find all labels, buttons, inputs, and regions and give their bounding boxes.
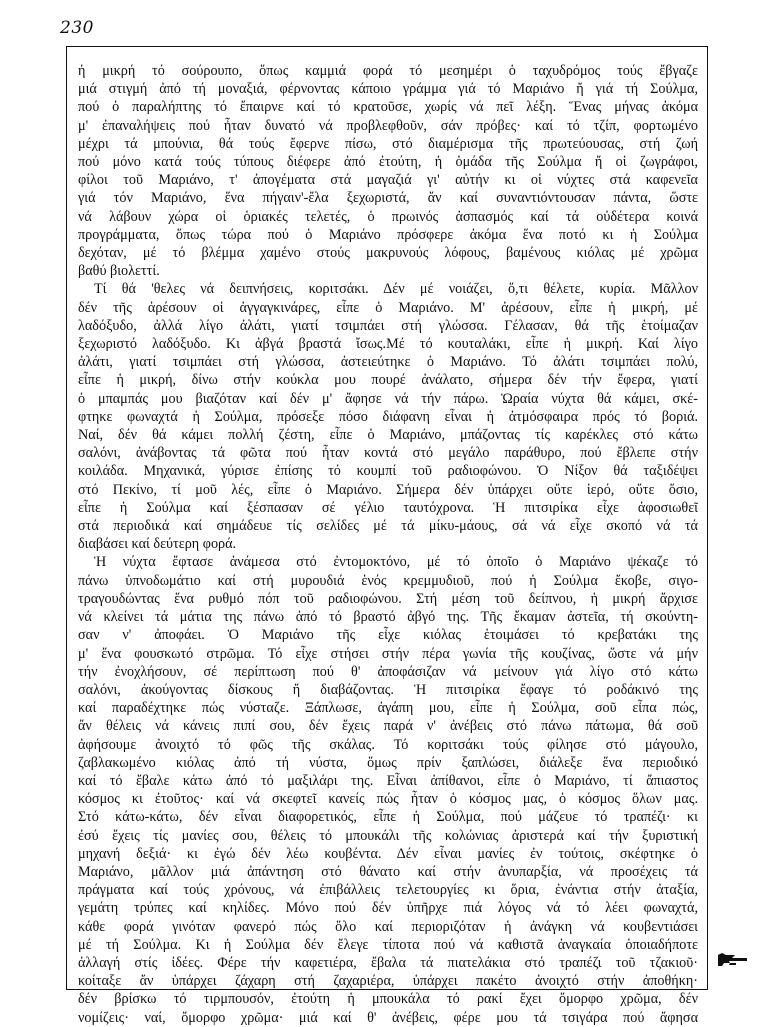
text-line: σαλόνι, ἀκούγοντας δίσκους ἤ διαβάζοντας. Ἡ πιτσιρίκα ἔφαγε τό ροδάκινό της xyxy=(78,681,698,698)
text-line: κοιλάδα. Μηχανικά, γύρισε ἐπίσης τό κουμπί τοῦ ραδιοφώνου. Ὁ Νίξον θά ταξιδέψει xyxy=(78,463,698,480)
text-line: φίλοι τοῦ Μαριάνο, τ' ἀπογέματα στά μαγαζιά γι' αὐτήν κι οἱ νύχτες στά καφενεῖα xyxy=(78,172,698,189)
text-line: μέχρι τά μπούνια, θά τούς ἔφερνε πίσω, στό διαμέρισμα τῆς πρωτεύουσας, στή ζωή xyxy=(78,135,698,152)
text-line: κάθε φορά γινόταν φανερό πώς ὅλο καί περιοριζόταν ἡ ἀνάγκη νά κουβεντιάσει xyxy=(78,918,698,935)
text-line: ὁ μπαμπάς μου βιαζόταν καί δέν μ' ἄφησε νά τήν πάρω. Ὡραία νύχτα θά κάμει, σκέ- xyxy=(78,390,698,407)
text-line: μ' ἐπαναλήψεις πού ἦταν δυνατό νά προβλεφθοῦν, σάν πρόβες· καί τό τζίπ, φορτωμένο xyxy=(78,117,698,134)
text-line: Ναί, δέν θά κάμει πολλή ζέστη, εἶπε ὁ Μαριάνο, μπάζοντας τίς καρέκλες στό κάτω xyxy=(78,427,698,444)
text-line: τήν ἐνοχλήσουν, σέ περίπτωση πού θ' ἀποφάσιζαν νά μείνουν γιά λίγο στό κάτω xyxy=(78,663,698,680)
text-line: μηχανή δεξιά· κι ἐγώ δέν λέω κουβέντα. Δέν εἶναι μανίες ἐν τούτοις, σκέφτηκε ὁ xyxy=(78,845,698,862)
text-line: Μαριάνο, μᾶλλον μιά ἀπάντηση στό θάνατο καί στήν ἀνυπαρξία, νά προσέχεις τά xyxy=(78,863,698,880)
text-line: πού ὁ παραλήπτης τό ἔπαιρνε καί τό κρατοῦσε, χωρίς νά πεῖ λέξη. Ἕνας μήνας ἀκόμα xyxy=(78,99,698,116)
text-line: πού μόνο κατά τούς τύπους διέφερε ἀπό ἐτούτη, ἡ ὁμάδα τῆς Σούλμα ἤ οἱ ζωγράφοι, xyxy=(78,154,698,171)
text-line: ἀλλαγή στίς ἰδέες. Φέρε τήν καφετιέρα, ἔβαλα τά πιατελάκια στό τραπέζι τοῦ τζακιοῦ· xyxy=(78,954,698,971)
text-line: γιά τόν Μαριάνο, ἕνα πήγαιν'-ἔλα ξεχωριστά, ἄν καί συναντιόντουσαν πάντα, ὥστε xyxy=(78,190,698,207)
text-line: σαν ν' ἀποφάει. Ὁ Μαριάνο τῆς εἶχε κιόλας ἑτοιμάσει τό κρεβατάκι της xyxy=(78,627,698,644)
text-line: νά κλείνει τά μάτια της πάνω ἀπό τό βραστό ἀβγό της. Τῆς ἔκαμαν ἀστεῖα, τή σκούντη- xyxy=(78,609,698,626)
text-line: δέν τῆς ἀρέσουν οἱ ἀγγαγκινάρες, εἶπε ὁ Μαριάνο. Μ' ἀρέσουν, εἶπε ἡ μικρή, μέ xyxy=(78,299,698,316)
text-line: πράγματα καί τούς χρόνους, νά ἐπιβάλλεις τελετουργίες κι ὅρια, ἐνάντια στήν ἀταξία, xyxy=(78,882,698,899)
text-line: στά περιοδικά καί σημάδευε τίς σελίδες μέ τά μίκυ-μάους, σά νά εἶχε σκοπό νά τά xyxy=(78,518,698,535)
text-line: εἶπε ἡ μικρή, δίνω στήν κούκλα μου πουρέ ἀνάλατο, σήμερα δέν τήν ἔφερα, γιατί xyxy=(78,372,698,389)
text-line: ἀφήσουμε ἀνοιχτό τό φῶς τῆς σκάλας. Τό κοριτσάκι τούς φίλησε στό μάγουλο, xyxy=(78,736,698,753)
text-line: ἀλάτι, γιατί τσιμπάει στή γλώσσα, ἀστειεύτηκε ὁ Μαριάνο. Τό ἀλάτι τσιμπάει πολύ, xyxy=(78,354,698,371)
text-line: διαβάσει καί δεύτερη φορά. xyxy=(78,536,237,553)
text-line: δέν βρίσκω τό τιρμπουσόν, ἐτούτη ἡ μπουκάλα τό ρακί ἔχει ὄμορφο χρῶμα, δέν xyxy=(78,991,698,1008)
text-line: τραγουδώντας ἕνα ρυθμό πόπ τοῦ ραδιοφώνου. Στή μέση τοῦ δείπνου, ἡ μικρή ἄρχισε xyxy=(78,590,698,607)
page-number: 230 xyxy=(60,18,94,38)
text-line: καί παραδέχτηκε πώς νύσταζε. Ξάπλωσε, ἀγάπη μου, εἶπε ἡ Σούλμα, σοῦ εἶπα πώς, xyxy=(78,700,698,717)
text-line: νομίζεις· ναί, ὄμορφο χρῶμα· μιά καί θ' ἀνέβεις, φέρε μου τά τσιγάρα πού ἄφησα xyxy=(78,1009,698,1026)
text-line: νά λάβουν χώρα οἱ ὁριακές τελετές, ὁ πρωινός ἀσπασμός καί τά οὐδέτερα κοινά xyxy=(78,208,698,225)
text-line: δεχόταν, μέ τό βλέμμα χαμένο στούς μακρυνούς λόφους, βαμένους κιόλας μέ χρῶμα xyxy=(78,245,698,262)
text-line: λαδόξυδο, ἀλλά λίγο ἀλάτι, γιατί τσιμπάει στή γλώσσα. Γέλασαν, θά τῆς ἑτοίμαζαν xyxy=(78,317,698,334)
text-line: ἐσύ ἔχεις τίς μανίες σου, θέλεις τό μπουκάλι τῆς κολώνιας ἀριστερά καί τήν ξυριστική xyxy=(78,827,698,844)
text-line: καί τό ἔβαλε κάτω ἀπό τό μαξιλάρι της. Εἶναι ἀπίθανοι, εἶπε ὁ Μαριάνο, τί ἄπιαστος xyxy=(78,772,698,789)
pointing-hand-icon xyxy=(716,951,750,969)
text-line: φτηκε φωναχτά ἡ Σούλμα, πρόσεξε πόσο διάφανη εἶναι ἡ ἀτμόσφαιρα πρός τό βοριά. xyxy=(78,408,698,425)
text-line: σαλόνι, ἀνάβοντας τά φῶτα πού ἦταν κοντά στό μεγάλο παράθυρο, πού ἔβλεπε στήν xyxy=(78,445,698,462)
text-line: κοίταξε ἄν ὑπάρχει ζάχαρη στή ζαχαριέρα, ὑπάρχει πακέτο ἀνοιχτό στήν ἀποθήκη· xyxy=(78,973,698,990)
text-line: ξεχωριστό λαδόξυδο. Κι ἀβγά βραστά ἴσως.Μέ τό κουταλάκι, εἶπε ἡ μικρή. Καί λίγο xyxy=(78,336,698,353)
text-line: κόσμος κι ἐτοῦτος· καί νά σκεφτεῖ κανείς πώς ἦταν ὁ κόσμος μας, ὁ κόσμος ὅλων μας. xyxy=(78,791,698,808)
text-line: Ἡ νύχτα ἔφτασε ἀνάμεσα στό ἐντομοκτόνο, μέ τό ὁποῖο ὁ Μαριάνο ψέκαζε τό xyxy=(94,554,698,571)
text-line: γεμάτη τρύπες καί κηλίδες. Μόνο πού δέν ὑπῆρχε πιά λόγος νά τό λέει φωναχτά, xyxy=(78,900,698,917)
text-line: εἶπε ἡ Σούλμα καί ξέσπασαν σέ γέλιο ταυτόχρονα. Ἡ πιτσιρίκα εἶχε ἀφοσιωθεῖ xyxy=(78,499,698,516)
text-line: ἄν θέλεις νά κάνεις πιπί σου, δέν ἔχεις παρά ν' ἀνέβεις στό πάνω πάτωμα, θά σοῦ xyxy=(78,718,698,735)
text-line: μιά στιγμή ἀπό τή μοναξιά, φέρνοντας κάποιο γράμμα γιά τό Μαριάνο ἤ γιά τή Σούλμα, xyxy=(78,81,698,98)
text-line: βαθύ βιολεττί. xyxy=(78,263,160,280)
text-line: στό Πεκίνο, τί μοῦ λές, εἶπε ὁ Μαριάνο. Σήμερα δέν ὑπάρχει οὔτε ἱερό, οὔτε ὅσιο, xyxy=(78,481,698,498)
text-line: μέ τή Σούλμα. Κι ἡ Σούλμα δέν ἔλεγε τίποτα πού νά καθιστᾶ ἀναγκαία ὁποιαδήποτε xyxy=(78,936,698,953)
text-line: Τί θά 'θελες νά δειπνήσεις, κοριτσάκι. Δέν μέ νοιάζει, ὅ,τι θέλετε, κυρία. Μᾶλλον xyxy=(94,281,698,298)
text-line: Στό κάτω-κάτω, δέν εἶναι διαφορετικός, εἶπε ἡ Σούλμα, πού μάζευε τό τραπέζι· κι xyxy=(78,809,698,826)
text-line: πάνω ὑπνοδωμάτιο καί στή μυρουδιά ἑνός κρεμμυδιοῦ, πού ἡ Σούλμα ἔκοβε, σιγο- xyxy=(78,572,698,589)
text-line: προγράμματα, ὅπως τώρα πού ὁ Μαριάνο πρόσφερε ἀκόμα ἕνα ποτό κι ἡ Σούλμα xyxy=(78,226,698,243)
text-line: μ' ἕνα φουσκωτό στρῶμα. Τό εἶχε στήσει στήν πέρα γωνία τῆς κουζίνας, ὥστε νά μήν xyxy=(78,645,698,662)
text-line: ζαβλακωμένο κιόλας ἀπό τή νύστα, ὅμως πρίν ξαπλώσει, διάλεξε ἕνα περιοδικό xyxy=(78,754,698,771)
body-text xyxy=(78,62,698,1027)
text-line: ἡ μικρή τό σούρουπο, ὅπως καμμιά φορά τό μεσημέρι ὁ ταχυδρόμος τούς ἔβγαζε xyxy=(78,63,698,79)
